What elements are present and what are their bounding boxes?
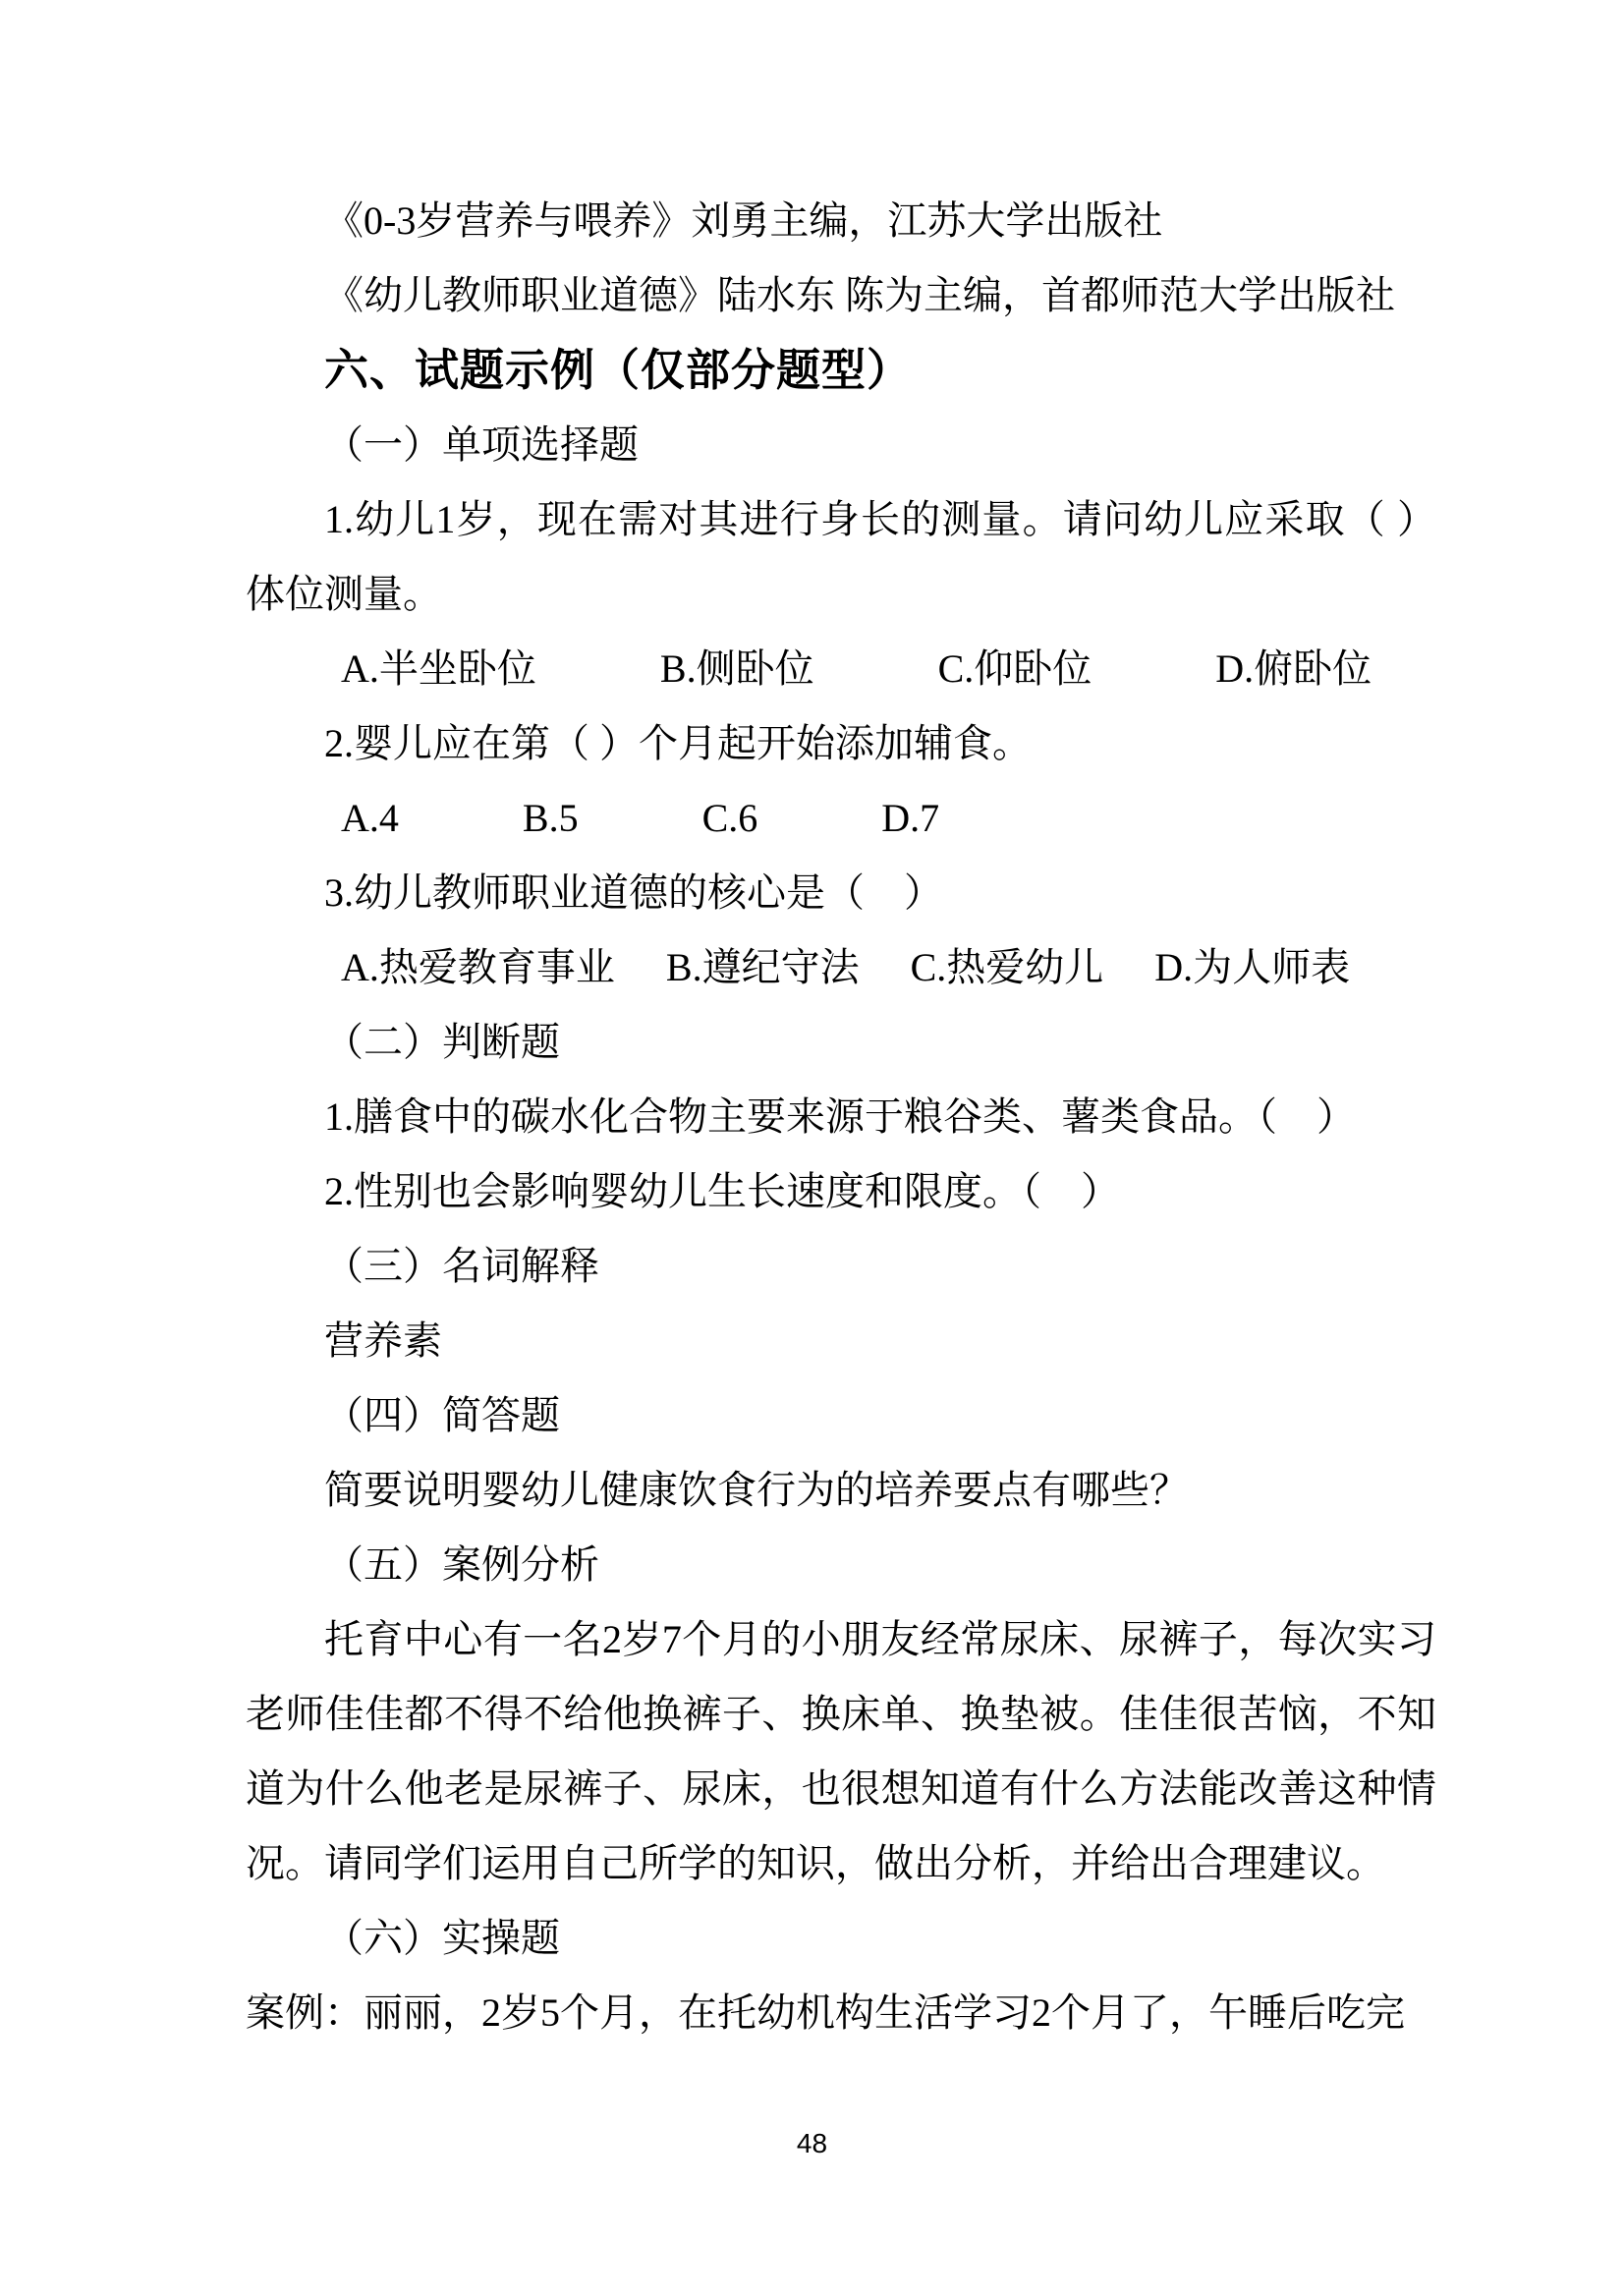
practical-body: 案例：丽丽，2岁5个月，在托幼机构生活学习2个月了，午睡后吃完 <box>246 1990 1405 2035</box>
option-b: B.遵纪守法 <box>665 945 860 989</box>
option-a: A.4 <box>341 796 399 840</box>
document-body <box>246 184 1436 2050</box>
subsection-label-term-definition: （三）名词解释 <box>324 1244 599 1288</box>
option-c: C.热爱幼儿 <box>910 945 1104 989</box>
subsection-label-practical: （六）实操题 <box>324 1916 560 1960</box>
single-choice-q3-options <box>246 930 1436 1005</box>
option-d: D.俯卧位 <box>1215 646 1372 691</box>
option-d: D.7 <box>881 796 940 840</box>
single-choice-q1-options <box>246 632 1436 706</box>
term-definition-item: 营养素 <box>324 1318 442 1363</box>
option-c: C.6 <box>701 796 758 840</box>
reference-line-2: 《幼儿教师职业道德》陆水东 陈为主编，首都师范大学出版社 <box>324 273 1395 317</box>
single-choice-q1-stem: 1.幼儿1岁，现在需对其进行身长的测量。请问幼儿应采取（ ）体位测量。 <box>246 497 1436 616</box>
option-c: C.仰卧位 <box>937 646 1092 691</box>
single-choice-q3-stem: 3.幼儿教师职业道德的核心是（ ） <box>324 870 943 915</box>
reference-line-1: 《0-3岁营养与喂养》刘勇主编，江苏大学出版社 <box>324 198 1163 243</box>
single-choice-q2-options <box>246 781 1436 856</box>
true-false-q1: 1.膳食中的碳水化合物主要来源于粮谷类、薯类食品。（ ） <box>324 1094 1356 1139</box>
subsection-label-true-false: （二）判断题 <box>324 1020 560 1064</box>
option-d: D.为人师表 <box>1154 945 1351 989</box>
section-heading: 六、试题示例（仅部分题型） <box>324 345 913 395</box>
case-analysis-body: 托育中心有一名2岁7个月的小朋友经常尿床、尿裤子，每次实习老师佳佳都不得不给他换裤子、换床单、换垫被。佳佳很苦恼，不知道为什么他老是尿裤子、尿床，也很想知道有什么方法能改善这种情况。请同学们运用自己所学的知识，做出分析，并给出合理建议。 <box>246 1617 1436 1885</box>
subsection-label-case-analysis: （五）案例分析 <box>324 1542 599 1587</box>
subsection-label-single-choice: （一）单项选择题 <box>324 422 639 467</box>
single-choice-q2-stem: 2.婴儿应在第（ ）个月起开始添加辅食。 <box>324 721 1032 765</box>
true-false-q2: 2.性别也会影响婴幼儿生长速度和限度。（ ） <box>324 1169 1120 1213</box>
short-answer-question: 简要说明婴幼儿健康饮食行为的培养要点有哪些？ <box>324 1468 1189 1512</box>
option-b: B.5 <box>522 796 579 840</box>
page-number: 48 <box>796 2128 828 2158</box>
subsection-label-short-answer: （四）简答题 <box>324 1393 560 1437</box>
option-b: B.侧卧位 <box>659 646 814 691</box>
option-a: A.半坐卧位 <box>341 646 536 691</box>
option-a: A.热爱教育事业 <box>341 945 615 989</box>
